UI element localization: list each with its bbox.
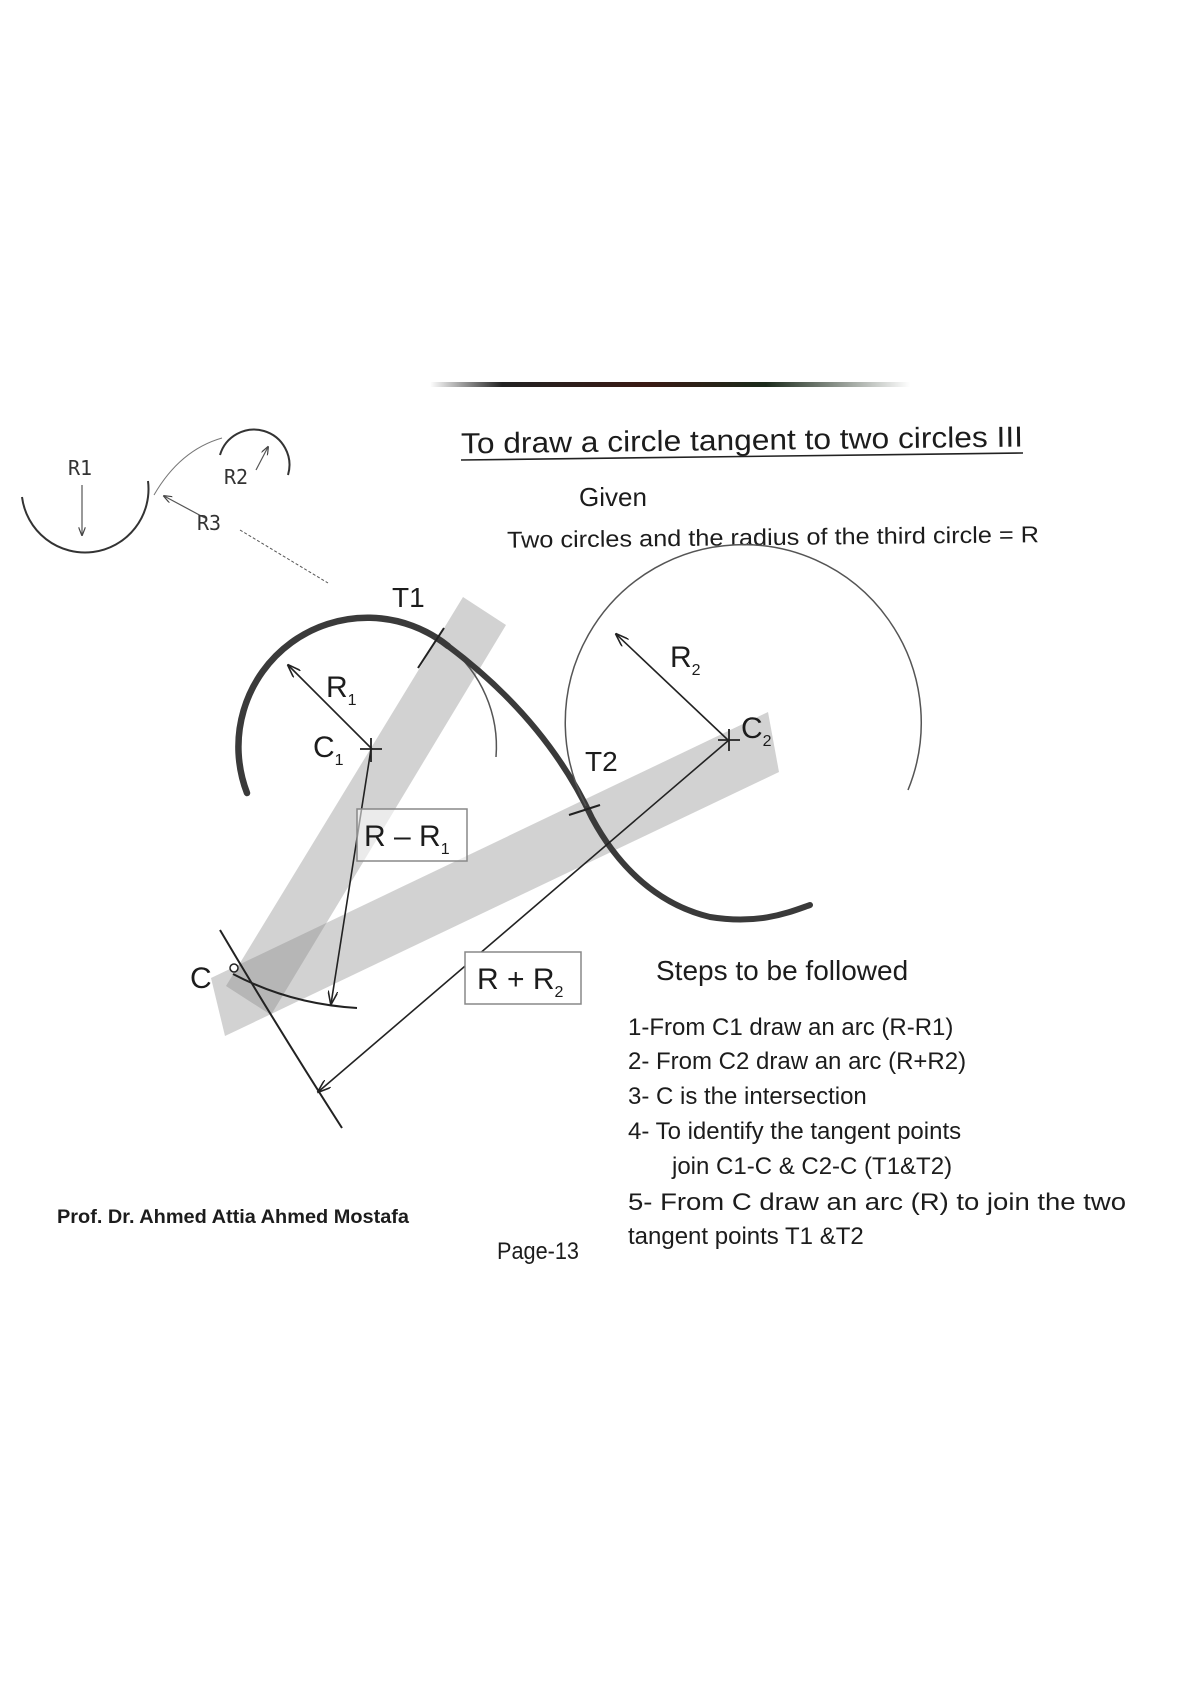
r2-label-sub: 2 (691, 662, 701, 679)
c2-label-main: C (741, 712, 763, 745)
given-r2-arrow (256, 447, 268, 470)
given-r3-leader (240, 530, 328, 583)
step-line: 4- To identify the tangent points (628, 1118, 962, 1145)
c1-label-sub: 1 (334, 752, 344, 769)
r1-label (326, 671, 357, 709)
top-rule (430, 382, 910, 387)
r1-label-main: R (326, 671, 348, 704)
author-credit: Prof. Dr. Ahmed Attia Ahmed Mostafa (57, 1207, 410, 1228)
r-plus-r2-main: R + R (477, 963, 555, 996)
given-circle-r1-arc (22, 481, 149, 553)
page-number: Page-13 (497, 1238, 579, 1265)
r2-label-main: R (670, 641, 692, 674)
step-line: 2- From C2 draw an arc (R+R2) (628, 1048, 967, 1075)
given-label: Given (579, 482, 647, 512)
t2-label: T2 (585, 746, 618, 777)
given-text: Two circles and the radius of the third circle = R (506, 521, 991, 553)
header (461, 422, 1039, 553)
r-minus-r1-sub: 1 (440, 841, 450, 858)
c1-label-main: C (313, 731, 335, 764)
page-title: To draw a circle tangent to two circles III (460, 422, 976, 461)
r-plus-r2-label (477, 963, 564, 1001)
step-line: join C1-C & C2-C (T1&T2) (672, 1153, 953, 1180)
step-line: tangent points T1 &T2 (628, 1223, 864, 1250)
r-minus-r1-label (364, 820, 450, 858)
given-r3-arc (154, 438, 222, 495)
t1-label: T1 (392, 582, 425, 613)
r-plus-r2-sub: 2 (554, 984, 564, 1001)
c-label: C (190, 962, 212, 995)
r1-label-sub: 1 (347, 692, 357, 709)
given-figure (22, 430, 328, 583)
steps-section (628, 955, 1126, 1250)
given-r3-label: R3 (197, 511, 222, 535)
step-line: 5- From C draw an arc (R) to join the two (628, 1189, 1126, 1216)
r2-label (670, 641, 701, 679)
given-r1-label: R1 (68, 456, 93, 480)
step-line: 1-From C1 draw an arc (R-R1) (628, 1014, 954, 1041)
c2-label-sub: 2 (762, 733, 772, 750)
r-minus-r1-main: R – R (364, 820, 441, 853)
step-line: 3- C is the intersection (628, 1083, 867, 1110)
c-intersection-point (230, 964, 238, 972)
given-r2-label: R2 (224, 465, 249, 489)
steps-heading: Steps to be followed (656, 955, 909, 986)
c1-label (313, 731, 344, 769)
